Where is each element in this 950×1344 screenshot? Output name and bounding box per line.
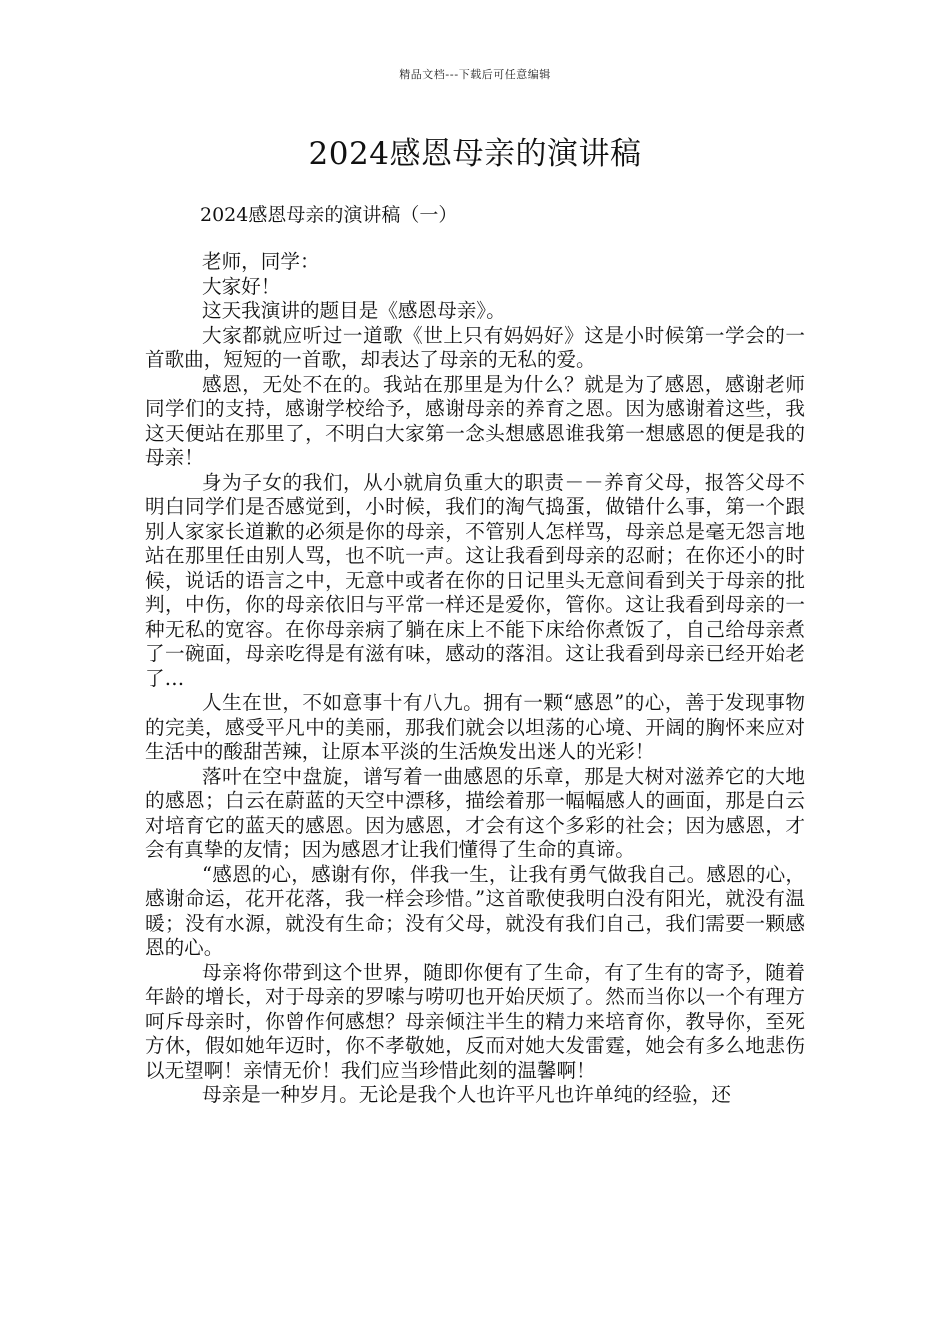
paragraph-topic: 这天我演讲的题目是《感恩母亲》。 [202, 299, 506, 322]
paragraph-body: 落叶在空中盘旋，谱写着一曲感恩的乐章，那是大树对滋养它的大地的感恩；白云在蔚蓝的天空中漂移，描绘着那一幅幅感人的画面，那是白云对培育它的蓝天的感恩。因为感恩，才会有这个多彩的社会；因为感恩，才会有真挚的友情；因为感恩才让我们懂得了生命的真谛。 [145, 764, 805, 861]
paragraph-body: 身为子女的我们，从小就肩负重大的职责－－养育父母，报答父母不明白同学们是否感觉到，小时候，我们的淘气捣蛋，做错什么事，第一个跟别人家家长道歉的必须是你的母亲，不管别人怎样骂，母亲总是毫无怨言地站在那里任由别人骂，也不吭一声。这让我看到母亲的忍耐；在你还小的时候，说话的语言之中，无意中或者在你的日记里头无意间看到关于母亲的批判，中伤，你的母亲依旧与平常一样还是爱你，管你。这让我看到母亲的一种无私的宽容。在你母亲病了躺在床上不能下床给你煮饭了，自己给母亲煮了一碗面，母亲吃得是有滋有味，感动的落泪。这让我看到母亲已经开始老了… [145, 470, 805, 690]
document-body [145, 250, 805, 1108]
paragraph-body: 母亲是一种岁月。无论是我个人也许平凡也许单纯的经验，还 [202, 1083, 732, 1106]
paragraph-body: “感恩的心，感谢有你，伴我一生，让我有勇气做我自己。感恩的心，感谢命运，花开花落，我一样会珍惜。”这首歌使我明白没有阳光，就没有温暖；没有水源，就没有生命；没有父母，就没有我们自己，我们需要一颗感恩的心。 [145, 862, 805, 959]
paragraph-body: 感恩，无处不在的。我站在那里是为什么？就是为了感恩，感谢老师同学们的支持，感谢学校给予，感谢母亲的养育之恩。因为感谢着这些，我这天便站在那里了，不明白大家第一念头想感恩谁我第一想感恩的便是我的母亲！ [145, 372, 805, 469]
document-title: 2024感恩母亲的演讲稿 [308, 136, 642, 172]
paragraph-body: 母亲将你带到这个世界，随即你便有了生命，有了生有的寄予，随着年龄的增长，对于母亲的罗嗦与唠叨也开始厌烦了。然而当你以一个有理方呵斥母亲时，你曾作何感想？母亲倾注半生的精力来培育你，教导你，至死方休，假如她年迈时，你不孝敬她，反而对她大发雷霆，她会有多么地悲伤以无望啊！亲情无价！我们应当珍惜此刻的温馨啊！ [145, 960, 805, 1082]
paragraph-salutation: 老师，同学： [202, 250, 320, 273]
paragraph-body: 人生在世，不如意事十有八九。拥有一颗“感恩”的心，善于发现事物的完美，感受平凡中的美丽，那我们就会以坦荡的心境、开阔的胸怀来应对生活中的酸甜苦辣，让原本平淡的生活焕发出迷人的光彩！ [145, 691, 805, 763]
document-subtitle: 2024感恩母亲的演讲稿（一） [200, 204, 458, 226]
paragraph-body: 大家都就应听过一道歌《世上只有妈妈好》这是小时候第一学会的一首歌曲，短短的一首歌，却表达了母亲的无私的爱。 [145, 323, 805, 371]
paragraph-greeting: 大家好！ [202, 274, 281, 298]
header-note: 精品文档---下载后可任意编辑 [399, 68, 551, 81]
